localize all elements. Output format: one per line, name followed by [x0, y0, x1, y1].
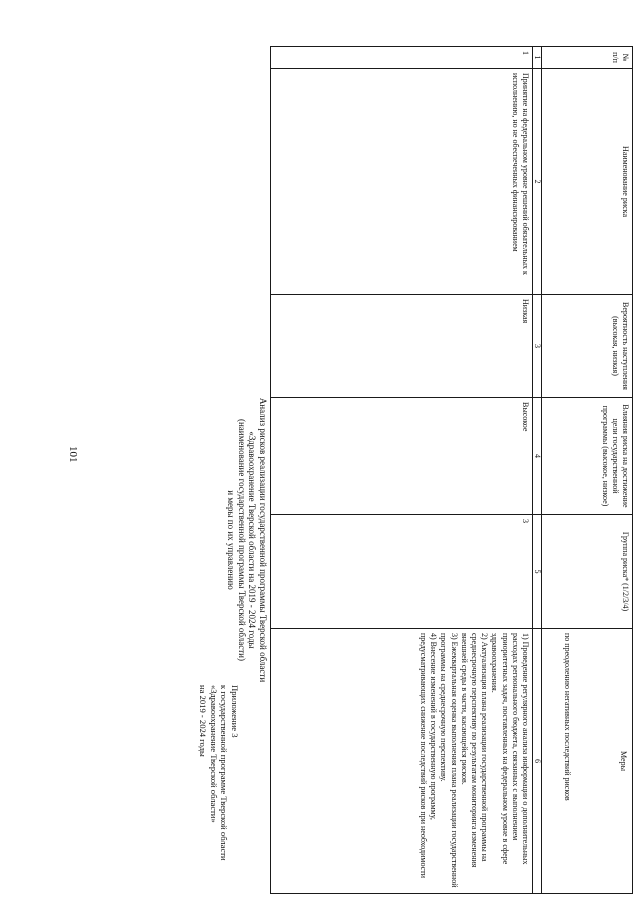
- document-title: [226, 300, 268, 780]
- column-number: 2: [533, 69, 542, 295]
- title-line: и меры по их управлению: [226, 490, 237, 590]
- column-number: 6: [533, 629, 542, 894]
- header-measures: [542, 629, 633, 894]
- row-probability: Низкая: [271, 295, 533, 398]
- header-num: № п/п: [542, 47, 633, 69]
- appendix-line: на 2019 - 2024 годы: [198, 685, 209, 757]
- header-impact: Влияния риска на достижение цели государственной программы (высокое, низкое): [542, 398, 633, 515]
- risk-analysis-table: [270, 46, 633, 894]
- title-line: «Здравоохранение Тверской области на 2019 - 2024 годы: [247, 431, 258, 649]
- row-impact: Высокое: [271, 398, 533, 515]
- column-number: 4: [533, 398, 542, 515]
- column-number: 1: [533, 47, 542, 69]
- header-probability: Вероятность наступления (высокая, низкая): [542, 295, 633, 398]
- row-measures: [271, 629, 533, 894]
- measure-item: 2) Актуализация плана реализации государственной программы на среднесрочную перспективу по результатам мониторинга изменения внешней среды в части, касающейся рисков.: [459, 633, 490, 868]
- measure-item: 3) Ежеквартальная оценка выполнения плана реализации государственной программы на среднесрочную перспективу.: [439, 633, 459, 888]
- header-measures-title: Меры: [619, 751, 628, 771]
- appendix-line: Приложение 3: [230, 685, 240, 738]
- title-line: (наименование государственной программы Тверской области): [236, 418, 247, 661]
- measure-item: 4) Внесение изменений в государственную программу, предусматривающих снижение последствий рисков при необходимости: [418, 633, 439, 878]
- row-risk-group: 3: [271, 515, 533, 629]
- appendix-line: к государственной программе Тверской области: [219, 685, 230, 861]
- table-header-row: [542, 47, 633, 894]
- page-number: 101: [67, 446, 79, 463]
- table-row: [271, 47, 533, 894]
- header-risk-name: Наименование риска: [542, 69, 633, 295]
- title-line: Анализ рисков реализации государственной программы Тверской области: [258, 397, 268, 683]
- column-number-row: [533, 47, 542, 894]
- header-risk-group: Группа риска* (1/2/3/4): [542, 515, 633, 629]
- measure-item: 1) Проведение регулярного анализа информации о дополнительных расходах регионального бюджета, связанных с выполнением приоритетных задач, поставленных на федеральном уровне в сфере здравоохранения.: [490, 633, 530, 865]
- column-number: 3: [533, 295, 542, 398]
- row-risk-name: Принятие на федеральном уровне решений обязательных к исполнению, но не обеспеченных финансированием: [271, 69, 533, 295]
- header-measures-subtitle: по преодолению негативных последствий рисков: [562, 633, 572, 801]
- appendix-line: «Здравоохранение Тверской области»: [208, 685, 219, 823]
- row-num: 1: [271, 47, 533, 69]
- column-number: 5: [533, 515, 542, 629]
